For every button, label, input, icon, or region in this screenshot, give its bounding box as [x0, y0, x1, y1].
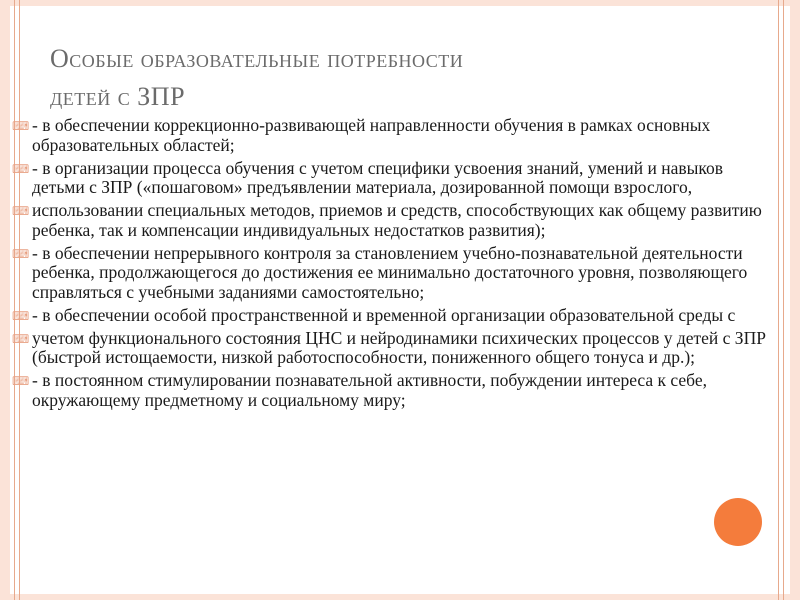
- list-item-text: - в обеспечении коррекционно-развивающей направленности обучения в рамках основных образовательных областей;: [32, 115, 711, 155]
- chevron-bullet-icon: ⌨: [12, 374, 30, 388]
- list-item: [12, 244, 772, 303]
- bullet-list: [12, 116, 772, 414]
- list-item: [12, 371, 772, 410]
- list-item: [12, 201, 772, 240]
- list-item: [12, 116, 772, 155]
- list-item-text: использовании специальных методов, приемов и средств, способствующих как общему развитию ребенка, так и компенсации индивидуальных недостатков развития);: [32, 200, 762, 240]
- list-item: [12, 306, 772, 326]
- decorative-orange-circle: [714, 498, 762, 546]
- chevron-bullet-icon: ⌨: [12, 331, 30, 346]
- frame-line-right-inner: [778, 0, 779, 600]
- list-item-text: - в постоянном стимулировании познавательной активности, побуждении интереса к себе, окружающему предметному и социальному миру;: [32, 370, 707, 410]
- chevron-bullet-icon: ⌨: [12, 119, 30, 133]
- slide-title: [50, 40, 670, 116]
- chevron-bullet-icon: ⌨: [12, 204, 30, 218]
- chevron-bullet-icon: ⌨: [12, 246, 30, 261]
- list-item-text: - в обеспечении особой пространственной и временной организации образовательной среды с: [32, 304, 736, 325]
- list-item: [12, 159, 772, 198]
- chevron-bullet-icon: ⌨: [12, 161, 30, 176]
- chevron-bullet-icon: ⌨: [12, 308, 30, 323]
- slide-title-line1: Особые образовательные потребности: [50, 44, 464, 73]
- list-item-text: учетом функционального состояния ЦНС и нейродинамики психических процессов у детей с ЗПР (быстрой истощаемости, низкой работоспособности, пониженного общего тонуса и др.);: [32, 327, 766, 367]
- slide-title-line2: детей с ЗПР: [50, 82, 186, 111]
- list-item-text: - в обеспечении непрерывного контроля за становлением учебно-познавательной деятельности ребенка, продолжающегося до достижения ее минимально достаточного уровня, позволяющего справляться с учебными заданиями самостоятельно;: [32, 242, 748, 302]
- frame-line-right-outer: [783, 0, 784, 600]
- list-item: [12, 329, 772, 368]
- list-item-text: - в организации процесса обучения с учетом специфики усвоения знаний, умений и навыков детьми с ЗПР («пошаговом» предъявлении материала, дозированной помощи взрослого,: [32, 157, 724, 197]
